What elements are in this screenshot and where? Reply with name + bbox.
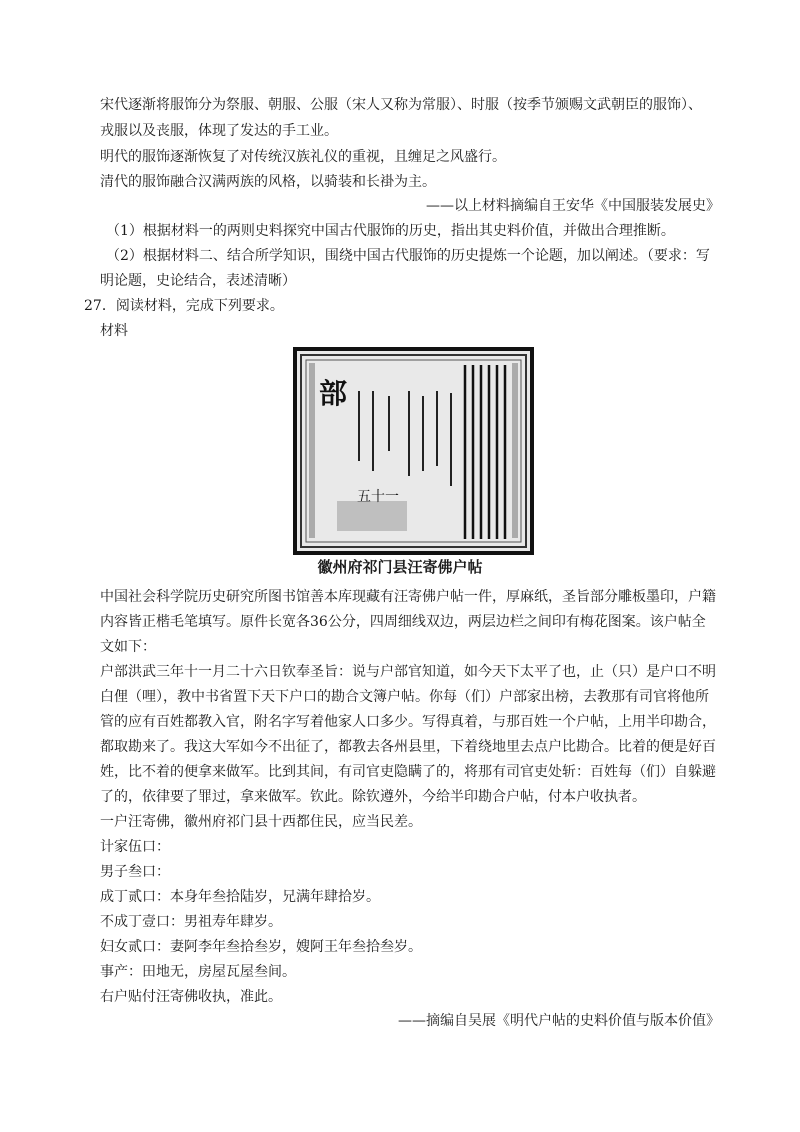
- source-citation: ——以上材料摘编自王安华《中国服装发展史》: [426, 198, 720, 214]
- question-2-cont: 明论题，史论结合，表述清晰）: [100, 273, 296, 289]
- text-line: 姓，比不着的便拿来做军。比到其间，有司官吏隐瞒了的，将那有司官吏处斩：百姓每（们）自躲避: [100, 764, 716, 780]
- text-line: 明代的服饰逐渐恢复了对传统汉族礼仪的重视，且缠足之风盛行。: [100, 149, 506, 165]
- text-line: 户部洪武三年十一月二十六日钦奉圣旨：说与户部官知道，如今天下太平了也，止（只）是户口不明: [100, 664, 716, 680]
- source-citation: ——摘编自吴展《明代户帖的史料价值与版本价值》: [398, 1013, 720, 1029]
- small-numeral: 五十一: [357, 489, 399, 505]
- big-character: 部: [319, 377, 348, 410]
- household-certificate-image: [293, 347, 534, 555]
- text-line: 宋代逐渐将服饰分为祭服、朝服、公服（宋人又称为常服）、时服（按季节颁赐文武朝臣的服饰）、: [100, 97, 702, 113]
- text-line: 都取勘来了。我这大军如今不出征了，都教去各州县里，下着绕地里去点户比勘合。比着的便是好百: [100, 739, 716, 755]
- text-line: 事产：田地无，房屋瓦屋叁间。: [100, 964, 296, 980]
- text-line: 清代的服饰融合汉满两族的风格，以骑装和长褂为主。: [100, 174, 436, 190]
- text-line: 计家伍口：: [100, 839, 170, 855]
- question-2: （2）根据材料二、结合所学知识，围绕中国古代服饰的历史提炼一个论题，加以阐述。（要求：写: [106, 248, 710, 264]
- text-line: 男子叁口：: [100, 864, 170, 880]
- text-line: 了的，依律要了罪过，拿来做军。钦此。除钦遵外，今给半印勘合户帖，付本户收执者。: [100, 789, 646, 805]
- text-line: 成丁贰口：本身年叁拾陆岁，兄满年肆拾岁。: [100, 889, 380, 905]
- text-line: 妇女贰口：妻阿李年叁拾叁岁，嫂阿王年叁拾叁岁。: [100, 939, 422, 955]
- text-line: 管的应有百姓都教入官，附名字写着他家人口多少。写得真着，与那百姓一个户帖，上用半印勘合，: [100, 714, 716, 730]
- text-line: 中国社会科学院历史研究所图书馆善本库现藏有汪寄佛户帖一件，厚麻纸，圣旨部分雕板墨印，户籍: [100, 589, 716, 605]
- text-line: 一户汪寄佛，徽州府祁门县十西都住民，应当民差。: [100, 814, 422, 830]
- certificate-illustration: [297, 351, 530, 551]
- text-line: 戎服以及丧服，体现了发达的手工业。: [100, 123, 338, 139]
- question-1: （1）根据材料一的两则史料探究中国古代服饰的历史，指出其史料价值，并做出合理推断。: [106, 223, 675, 239]
- text-line: 白俚（哩），教中书省置下天下户口的勘合文簿户帖。你每（们）户部家出榜，去教那有司官将他所: [100, 689, 709, 705]
- text-line: 文如下：: [100, 639, 156, 655]
- text-line: 不成丁壹口：男祖寿年肆岁。: [100, 914, 282, 930]
- question-27: 27．阅读材料，完成下列要求。: [84, 298, 284, 314]
- material-label: 材料: [100, 323, 128, 339]
- text-line: 右户贴付汪寄佛收执，准此。: [100, 989, 282, 1005]
- text-line: 内容皆正楷毛笔填写。原件长宽各36公分，四周细线双边，两层边栏之间印有梅花图案。该户帖全: [100, 614, 706, 630]
- figure-caption: 徽州府祁门县汪寄佛户帖: [317, 558, 483, 576]
